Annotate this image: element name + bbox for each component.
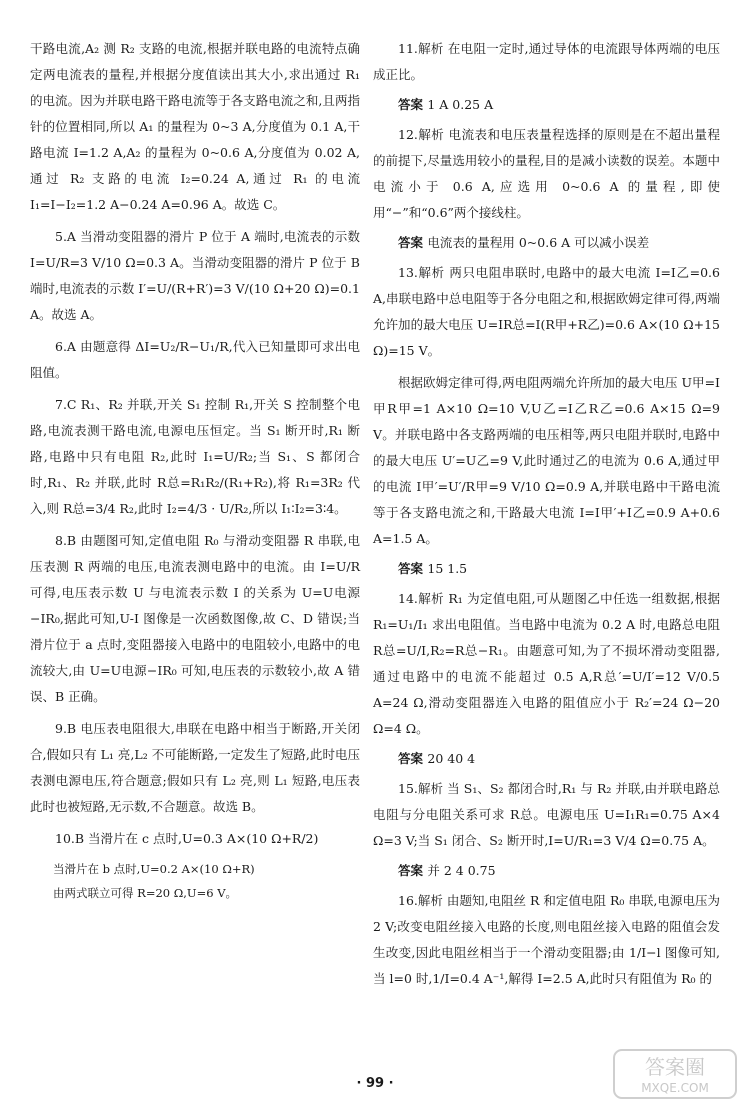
answer-label: 答案 (398, 97, 424, 112)
right-column (373, 36, 720, 998)
answer-label: 答案 (398, 235, 424, 250)
solution-paragraph: 11.解析 在电阻一定时,通过导体的电流跟导体两端的电压成正比。 (373, 41, 720, 82)
solution-paragraph: 9.B 电压表电阻很大,串联在电路中相当于断路,开关闭合,假如只有 L₁ 亮,L₂ 不可能断路,一定发生了短路,此时电压表测电源电压,符合题意;假如只有 L₂ 亮,则 L₁ 短路,电压表此时也被短路,无示数,不合题意。故选 B。 (30, 721, 360, 814)
solution-paragraph: 10.B 当滑片在 c 点时,U=0.3 A×(10 Ω+R/2) (55, 831, 319, 846)
answer-value: 电流表的量程用 0~0.6 A 可以减小误差 (427, 235, 650, 250)
answer-line (373, 748, 720, 770)
solution-paragraph: 7.C R₁、R₂ 并联,开关 S₁ 控制 R₁,开关 S 控制整个电路,电流表测干路电流,电源电压恒定。当 S₁ 断开时,R₁ 断路,电路中只有电阻 R₂,此时 I₁=U/R₂;当 S₁、S 都闭合时,R₁、R₂ 并联,此时 R总=R₁R₂/(R₁+R₂),将 R₁=3R₂ 代入,则 R总=3/4 R₂,此时 I₂=4/3 · U/R₂,所以 I₁∶I₂=3∶4。 (30, 397, 360, 516)
solution-paragraph: 15.解析 当 S₁、S₂ 都闭合时,R₁ 与 R₂ 并联,由并联电路总电阻与分电阻关系可求 R总。电源电压 U=I₁R₁=0.75 A×4 Ω=3 V;当 S₁ 闭合、S₂ 断开时,I=U/R₁=3 V/4 Ω=0.75 A。 (373, 781, 720, 848)
watermark-line2: MXQE.COM (641, 1081, 709, 1095)
page-number: · 99 · (356, 1076, 394, 1091)
watermark-logo (610, 1046, 740, 1102)
solution-paragraph: 14.解析 R₁ 为定值电阻,可从题图乙中任选一组数据,根据 R₁=U₁/I₁ 求出电阻值。当电路中电流为 0.2 A 时,电路总电阻 R总=U/I,R₂=R总−R₁。由题意可知,为了不损坏滑动变阻器,通过电路中的电流不能超过 0.5 A,R总′=U/I′=12 V/0.5 A=24 Ω,滑动变阻器连入电路的阻值应小于 R₂′=24 Ω−20 Ω=4 Ω。 (373, 591, 720, 736)
solution-paragraph: 干路电流,A₂ 测 R₂ 支路的电流,根据并联电路的电流特点确定两电流表的量程,并根据分度值读出其大小,求出通过 R₁ 的电流。因为并联电路干路电流等于各支路电流之和,且两指针的位置相同,所以 A₁ 的量程为 0~3 A,分度值为 0.1 A,干路电流 I=1.2 A,A₂ 的量程为 0~0.6 A,分度值为 0.02 A,通过 R₂ 支路的电流 I₂=0.24 A,通过 R₁ 的电流 I₁=I−I₂=1.2 A−0.24 A=0.96 A。故选 C。 (30, 41, 360, 212)
solution-paragraph: 13.解析 两只电阻串联时,电路中的最大电流 I=I乙=0.6 A,串联电路中总电阻等于各分电阻之和,根据欧姆定律可得,两端允许加的最大电压 U=IR总=I(R甲+R乙)=0.6 A×(10 Ω+15 Ω)=15 V。 (373, 265, 720, 358)
solution-paragraph: 12.解析 电流表和电压表量程选择的原则是在不超出量程的前提下,尽量选用较小的量程,目的是减小读数的误差。本题中电流小于 0.6 A,应选用 0~0.6 A 的量程,即使用“−”和“0.6”两个接线柱。 (373, 127, 720, 220)
answer-line (373, 558, 720, 580)
answer-label: 答案 (398, 751, 424, 766)
answer-line (373, 860, 720, 882)
answer-label: 答案 (398, 863, 424, 878)
solution-paragraph: 8.B 由题图可知,定值电阻 R₀ 与滑动变阻器 R 串联,电压表测 R 两端的电压,电流表测电路中的电流。由 I=U/R 可得,电压表示数 U 与电流表示数 I 的关系为 U=U电源−IR₀,据此可知,U-I 图像是一次函数图像,故 C、D 错误;当滑片位于 a 点时,变阻器接入电路中的电阻较小,电路中的电流较大,由 U=U电源−IR₀ 可知,电压表的示数较小,故 A 错误、B 正确。 (30, 533, 360, 704)
answer-value: 15 1.5 (427, 561, 468, 576)
answer-value: 并 2 4 0.75 (427, 863, 496, 878)
watermark-line1: 答案圈 (645, 1055, 705, 1079)
solution-paragraph: 16.解析 由题知,电阻丝 R 和定值电阻 R₀ 串联,电源电压为 2 V;改变电阻丝接入电路的长度,则电阻丝接入电路的阻值会发生改变,因此电阻丝相当于一个滑动变阻器;由 1/I−l 图像可知,当 l=0 时,1/I=0.4 A⁻¹,解得 I=2.5 A,此时只有阻值为 R₀ 的 (373, 893, 720, 986)
solution-paragraph: 由两式联立可得 R=20 Ω,U=6 V。 (53, 886, 238, 900)
answer-value: 1 A 0.25 A (427, 97, 494, 112)
solution-paragraph: 根据欧姆定律可得,两电阻两端允许所加的最大电压 U甲=I甲R甲=1 A×10 Ω=10 V,U乙=I乙R乙=0.6 A×15 Ω=9 V。并联电路中各支路两端的电压相等,两只电阻并联时,电路中的最大电压 U′=U乙=9 V,此时通过乙的电流为 0.6 A,通过甲的电流 I甲′=U′/R甲=9 V/10 Ω=0.9 A,并联电路中干路电流等于各支路电流之和,干路最大电流 I=I甲′+I乙=0.9 A+0.6 A=1.5 A。 (373, 375, 720, 546)
left-column (30, 36, 360, 906)
answer-line (373, 94, 720, 116)
answer-label: 答案 (398, 561, 424, 576)
solution-paragraph: 当滑片在 b 点时,U=0.2 A×(10 Ω+R) (53, 862, 255, 876)
answer-line (373, 232, 720, 254)
solution-paragraph: 6.A 由题意得 ΔI=U₂/R−U₁/R,代入已知量即可求出电阻值。 (30, 339, 360, 380)
answer-value: 20 40 4 (427, 751, 476, 766)
solution-paragraph: 5.A 当滑动变阻器的滑片 P 位于 A 端时,电流表的示数 I=U/R=3 V/10 Ω=0.3 A。当滑动变阻器的滑片 P 位于 B 端时,电流表的示数 I′=U/(R+R′)=3 V/(10 Ω+20 Ω)=0.1 A。故选 A。 (30, 229, 360, 322)
